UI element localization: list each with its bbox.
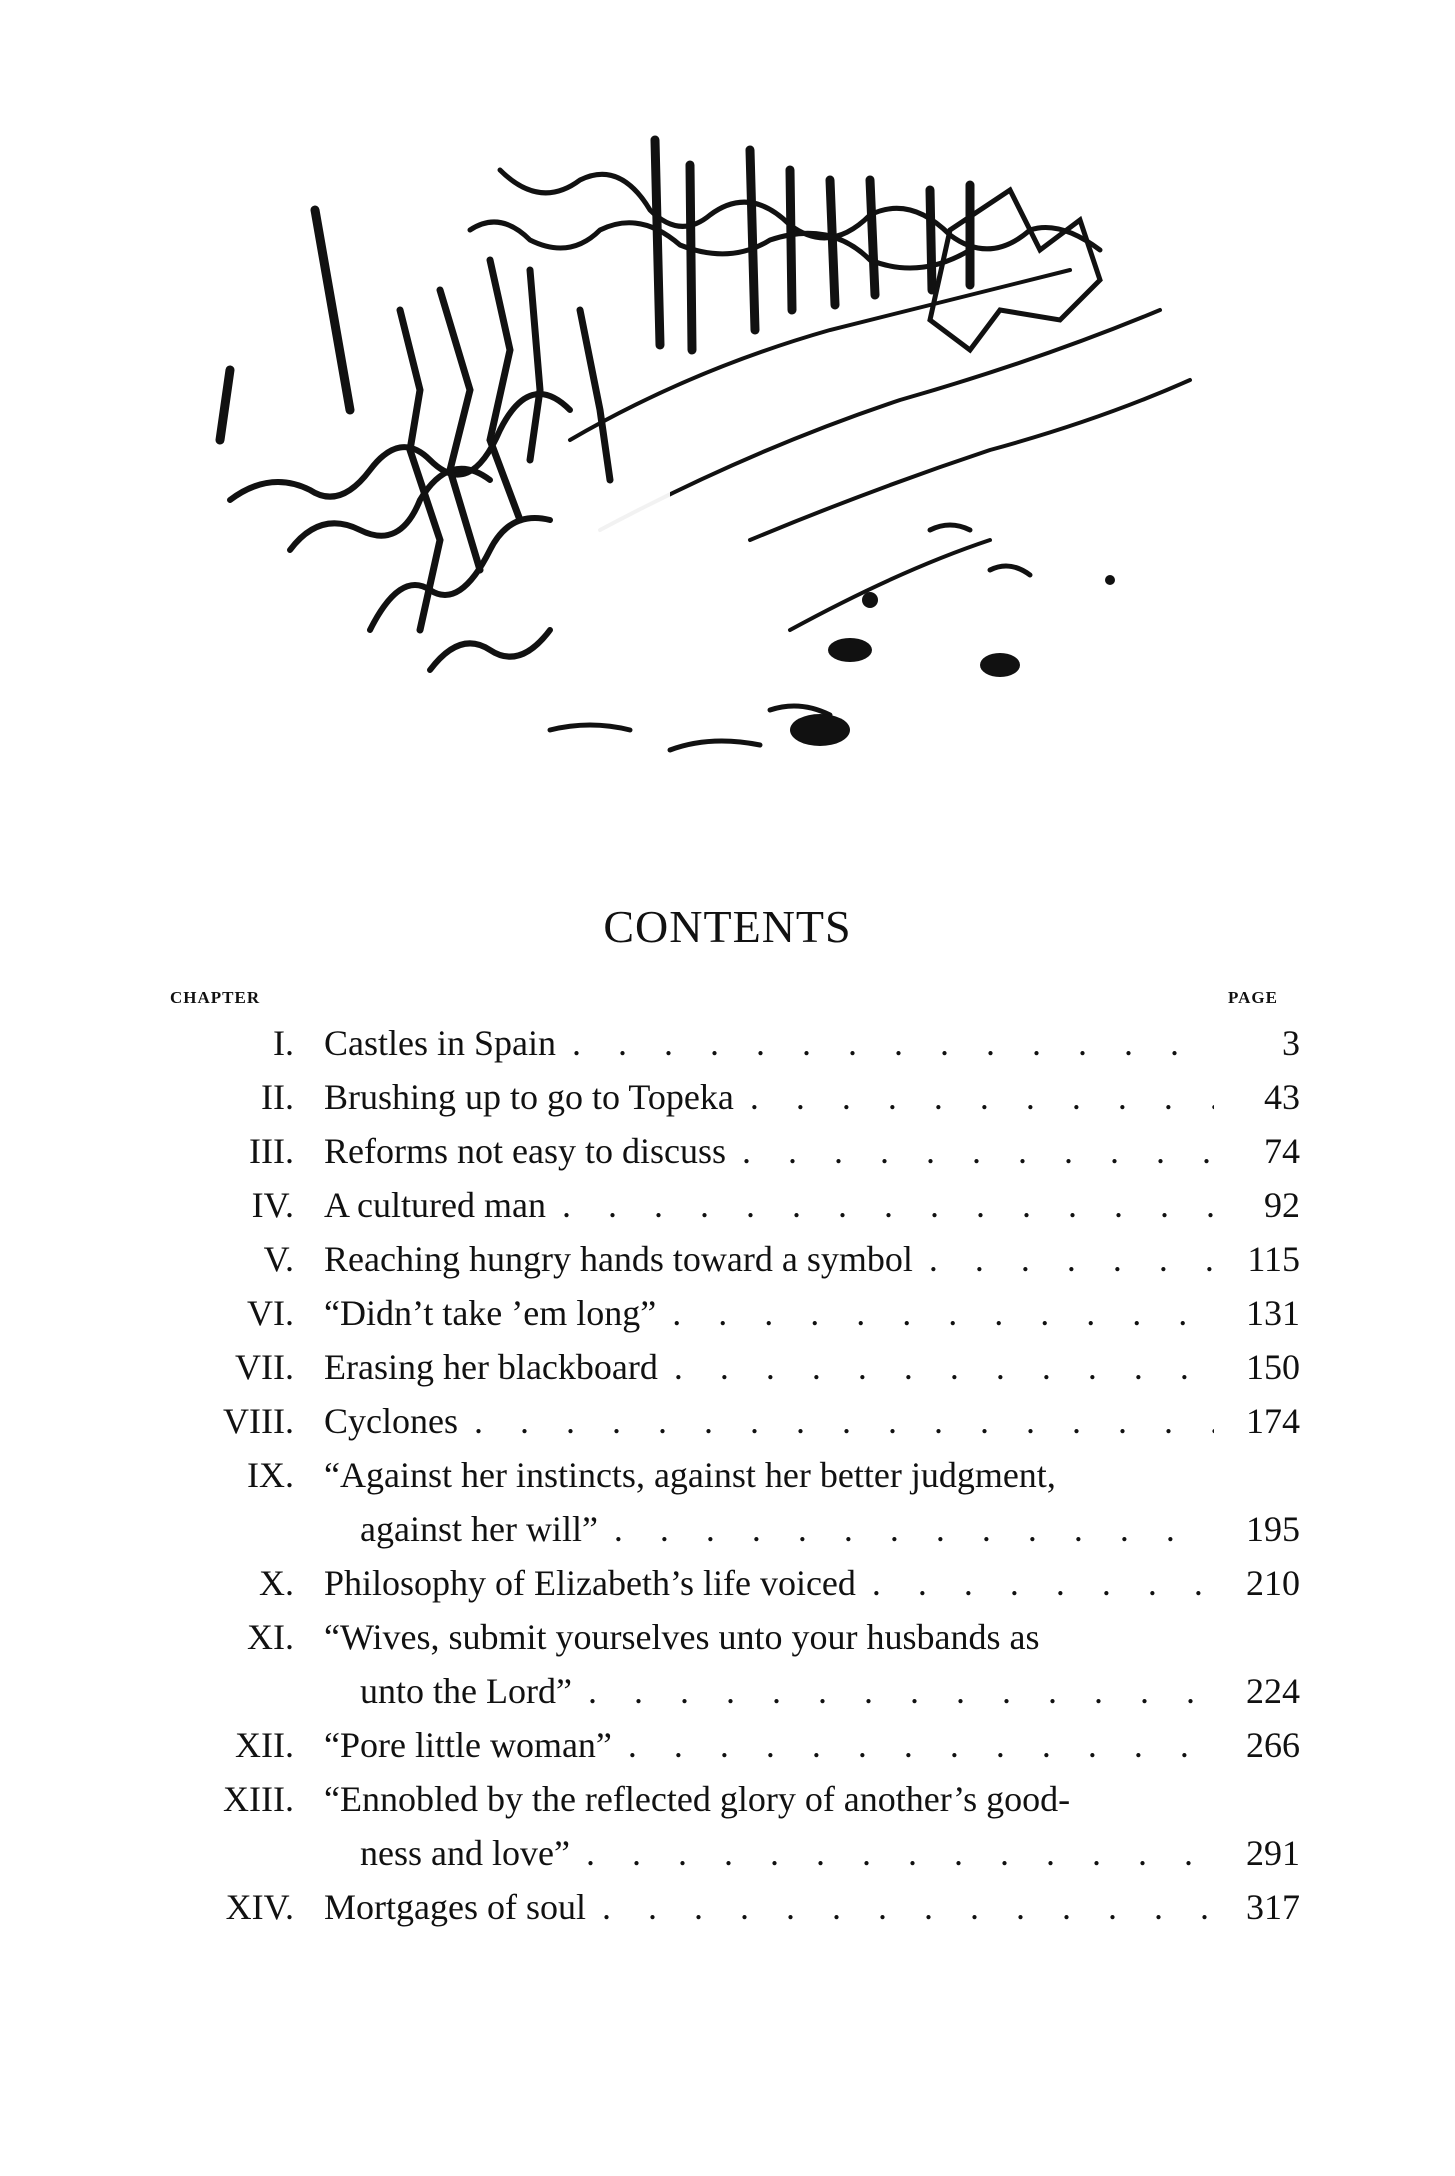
page-number: 174 bbox=[1246, 1401, 1300, 1441]
chapter-title: “Didn’t take ’em long” bbox=[324, 1293, 657, 1333]
chapter-number: VI. bbox=[247, 1293, 294, 1333]
chapter-number: XIV. bbox=[225, 1887, 294, 1927]
toc-entry bbox=[150, 1448, 1300, 1556]
chapter-title: Mortgages of soul bbox=[324, 1887, 586, 1927]
page-number: 115 bbox=[1247, 1239, 1300, 1279]
toc-entry bbox=[150, 1880, 1300, 1934]
dot-leader bbox=[750, 1070, 1214, 1124]
chapter-title: Brushing up to go to Topeka bbox=[324, 1077, 734, 1117]
page-column-header: PAGE bbox=[1228, 988, 1278, 1007]
dot-leader bbox=[572, 1016, 1214, 1070]
page-number: 195 bbox=[1246, 1509, 1300, 1549]
table-of-contents bbox=[150, 1016, 1300, 1934]
chapter-title: “Against her instincts, against her better judgment, bbox=[324, 1455, 1056, 1495]
dot-leader bbox=[742, 1124, 1214, 1178]
toc-entry bbox=[150, 1286, 1300, 1340]
dot-leader bbox=[674, 1340, 1214, 1394]
dot-leader bbox=[562, 1178, 1214, 1232]
toc-entry bbox=[150, 1124, 1300, 1178]
toc-line bbox=[150, 1772, 1300, 1826]
chapter-number: III. bbox=[249, 1131, 294, 1171]
toc-line bbox=[150, 1070, 1300, 1124]
chapter-title: ness and love” bbox=[360, 1833, 570, 1873]
toc-line bbox=[150, 1556, 1300, 1610]
dot-leader bbox=[586, 1826, 1214, 1880]
toc-entry bbox=[150, 1718, 1300, 1772]
page-number: 150 bbox=[1246, 1347, 1300, 1387]
page-number: 131 bbox=[1246, 1293, 1300, 1333]
dot-leader bbox=[628, 1718, 1214, 1772]
chapter-number: I. bbox=[273, 1023, 294, 1063]
toc-line bbox=[150, 1664, 1300, 1718]
chapter-title: against her will” bbox=[360, 1509, 598, 1549]
chapter-number: XI. bbox=[247, 1617, 294, 1657]
toc-entry bbox=[150, 1556, 1300, 1610]
page-number: 317 bbox=[1246, 1887, 1300, 1927]
page-number: 74 bbox=[1264, 1131, 1300, 1171]
page-number: 43 bbox=[1264, 1077, 1300, 1117]
chapter-number: X. bbox=[259, 1563, 294, 1603]
chapter-title: Erasing her blackboard bbox=[324, 1347, 658, 1387]
chapter-title: Castles in Spain bbox=[324, 1023, 556, 1063]
chapter-number: II. bbox=[261, 1077, 294, 1117]
dot-leader bbox=[588, 1664, 1214, 1718]
toc-line bbox=[150, 1124, 1300, 1178]
illustration-drawing bbox=[170, 110, 1270, 840]
garden-path-sketch-illustration bbox=[170, 110, 1270, 840]
dot-leader bbox=[474, 1394, 1214, 1448]
chapter-number: XII. bbox=[235, 1725, 294, 1765]
chapter-number: V. bbox=[263, 1239, 294, 1279]
dot-leader bbox=[614, 1502, 1214, 1556]
chapter-title: Cyclones bbox=[324, 1401, 458, 1441]
toc-line bbox=[150, 1016, 1300, 1070]
toc-line bbox=[150, 1718, 1300, 1772]
chapter-title: “Pore little woman” bbox=[324, 1725, 612, 1765]
chapter-title: Reaching hungry hands toward a symbol bbox=[324, 1239, 913, 1279]
chapter-number: IX. bbox=[247, 1455, 294, 1495]
toc-line bbox=[150, 1610, 1300, 1664]
page-number: 266 bbox=[1246, 1725, 1300, 1765]
toc-entry bbox=[150, 1772, 1300, 1880]
toc-line bbox=[150, 1232, 1300, 1286]
dot-leader bbox=[929, 1232, 1214, 1286]
toc-entry bbox=[150, 1610, 1300, 1718]
toc-line bbox=[150, 1178, 1300, 1232]
chapter-title: A cultured man bbox=[324, 1185, 546, 1225]
toc-line bbox=[150, 1286, 1300, 1340]
page-number: 92 bbox=[1264, 1185, 1300, 1225]
chapter-number: VIII. bbox=[223, 1401, 294, 1441]
chapter-number: IV. bbox=[251, 1185, 294, 1225]
toc-line bbox=[150, 1394, 1300, 1448]
dot-leader bbox=[602, 1880, 1214, 1934]
toc-entry bbox=[150, 1394, 1300, 1448]
chapter-column-header: CHAPTER bbox=[170, 988, 261, 1007]
chapter-title: unto the Lord” bbox=[360, 1671, 572, 1711]
toc-line bbox=[150, 1448, 1300, 1502]
toc-line bbox=[150, 1340, 1300, 1394]
page-number: 3 bbox=[1282, 1023, 1300, 1063]
toc-line bbox=[150, 1880, 1300, 1934]
toc-line bbox=[150, 1826, 1300, 1880]
chapter-title: Philosophy of Elizabeth’s life voiced bbox=[324, 1563, 856, 1603]
toc-entry bbox=[150, 1340, 1300, 1394]
page-number: 224 bbox=[1246, 1671, 1300, 1711]
toc-entry bbox=[150, 1178, 1300, 1232]
contents-heading: CONTENTS bbox=[603, 901, 852, 952]
chapter-number: VII. bbox=[235, 1347, 294, 1387]
chapter-number: XIII. bbox=[223, 1779, 294, 1819]
toc-entry bbox=[150, 1232, 1300, 1286]
toc-entry bbox=[150, 1070, 1300, 1124]
chapter-title: “Wives, submit yourselves unto your husbands as bbox=[324, 1617, 1040, 1657]
toc-line bbox=[150, 1502, 1300, 1556]
chapter-title: “Ennobled by the reflected glory of another’s good- bbox=[324, 1779, 1071, 1819]
dot-leader bbox=[872, 1556, 1214, 1610]
toc-entry bbox=[150, 1016, 1300, 1070]
page-number: 210 bbox=[1246, 1563, 1300, 1603]
page-number: 291 bbox=[1246, 1833, 1300, 1873]
chapter-title: Reforms not easy to discuss bbox=[324, 1131, 726, 1171]
dot-leader bbox=[672, 1286, 1214, 1340]
